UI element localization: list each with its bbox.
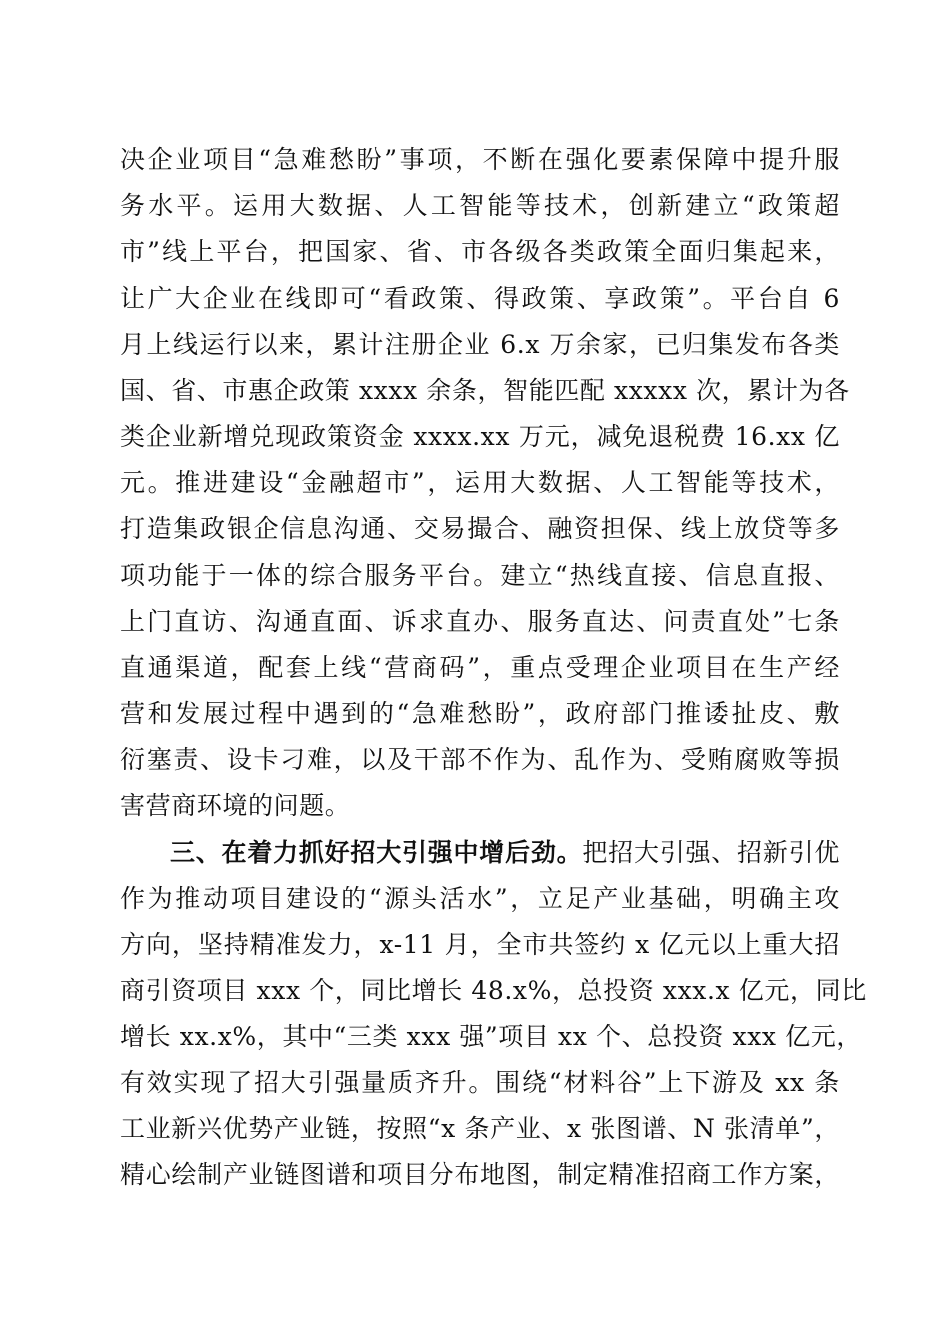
text-line: 国、省、市惠企政策 xxxx 余条，智能匹配 xxxxx 次，累计为各 [120,376,850,405]
text-line: 工业新兴优势产业链，按照“x 条产业、x 张图谱、N 张清单”， [120,1114,840,1143]
text-line: 作为推动项目建设的“源头活水”，立足产业基础，明确主攻 [120,884,840,913]
section-heading: 三、在着力抓好招大引强中增后劲。 [170,838,583,867]
text-line: 上门直访、沟通直面、诉求直办、服务直达、问责直处”七条 [120,607,840,636]
heading-line-rest: 把招大引强、招新引优 [582,838,840,867]
text-line: 让广大企业在线即可“看政策、得政策、享政策”。平台自 6 [120,284,840,313]
text-line: 打造集政银企信息沟通、交易撮合、融资担保、线上放贷等多 [120,514,840,543]
text-line: 务水平。运用大数据、人工智能等技术，创新建立“政策超 [120,191,840,220]
text-line: 月上线运行以来，累计注册企业 6.x 万余家，已归集发布各类 [120,330,840,359]
text-line: 类企业新增兑现政策资金 xxxx.xx 万元，减免退税费 16.xx 亿 [120,422,840,451]
text-line: 商引资项目 xxx 个，同比增长 48.x%，总投资 xxx.x 亿元，同比 [120,976,867,1005]
text-line: 决企业项目“急难愁盼”事项，不断在强化要素保障中提升服 [120,145,840,174]
text-line: 直通渠道，配套上线“营商码”，重点受理企业项目在生产经 [120,653,840,682]
text-line: 市”线上平台，把国家、省、市各级各类政策全面归集起来， [120,237,840,266]
section-heading-line [170,833,840,873]
text-line: 项功能于一体的综合服务平台。建立“热线直接、信息直报、 [120,561,840,590]
text-line: 元。推进建设“金融超市”，运用大数据、人工智能等技术， [120,468,840,497]
text-line: 害营商环境的问题。 [120,791,351,820]
text-line: 有效实现了招大引强量质齐升。围绕“材料谷”上下游及 xx 条 [120,1068,840,1097]
text-line: 营和发展过程中遇到的“急难愁盼”，政府部门推诿扯皮、敷 [120,699,840,728]
text-line: 方向，坚持精准发力，x-11 月，全市共签约 x 亿元以上重大招 [120,930,840,959]
text-line: 衍塞责、设卡刁难，以及干部不作为、乱作为、受贿腐败等损 [120,745,840,774]
text-line: 增长 xx.x%，其中“三类 xxx 强”项目 xx 个、总投资 xxx 亿元， [120,1022,862,1051]
text-line: 精心绘制产业链图谱和项目分布地图，制定精准招商工作方案， [120,1160,840,1189]
